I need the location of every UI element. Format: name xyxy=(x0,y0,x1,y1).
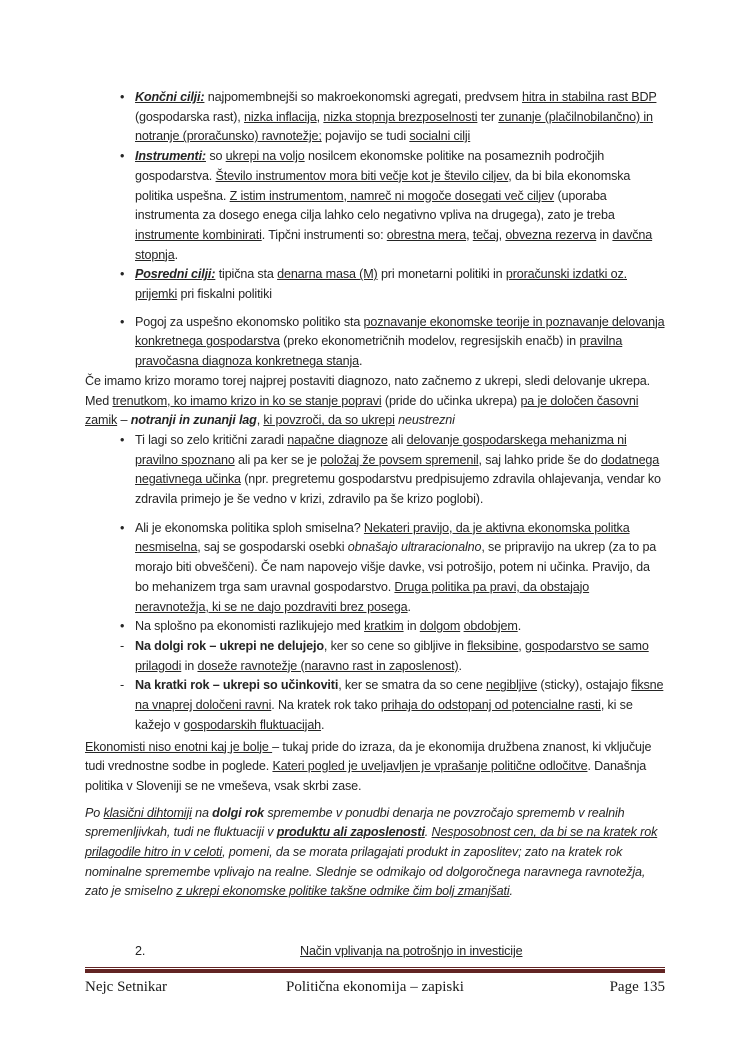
text-run: Druga politika pa pravi, da obstajajo neravnotežja, ki se ne dajo pozdraviti brez posega xyxy=(135,579,590,614)
text-run: ali xyxy=(387,432,407,447)
footer-page-number: Page 135 xyxy=(609,979,665,995)
section-heading xyxy=(85,942,666,962)
text-run: , da bi bila ekonomska politika uspešna. xyxy=(135,168,631,203)
text-run: klasični dihtomiji xyxy=(103,805,192,820)
text-run: nizka inflacija xyxy=(244,109,317,124)
text-run: prihaja do odstopanj od potencialne rasti xyxy=(380,698,601,713)
text-run: doseže ravnotežje (naravno rast in zaposlenost) xyxy=(197,658,459,673)
text-run: . Na kratek rok tako xyxy=(271,698,381,713)
list-item-text xyxy=(135,313,666,372)
list-item-text xyxy=(135,676,666,735)
bullet-item xyxy=(85,617,666,637)
text-run: davčna stopnja xyxy=(135,227,653,262)
bullet-item xyxy=(85,147,666,265)
bullet-marker: • xyxy=(120,267,125,282)
text-run: Z istim instrumentom, namreč ni mogoče dosegati več ciljev xyxy=(229,188,555,203)
text-run: socialni cilji xyxy=(409,129,471,144)
text-run: hitra in stabilna rast BDP xyxy=(521,90,657,104)
text-run: ukrepi na voljo xyxy=(225,149,305,164)
text-run: in xyxy=(596,227,613,242)
text-run: in xyxy=(403,619,420,634)
paragraph xyxy=(85,372,666,431)
text-run: in xyxy=(181,658,198,673)
text-run: Na kratki rok – ukrepi so učinkoviti xyxy=(135,678,339,693)
text-run: (sticky), ostajajo xyxy=(537,678,632,693)
text-run: instrumente kombinirati xyxy=(135,227,262,242)
footer-document-title: Politična ekonomija – zapiski xyxy=(286,979,464,995)
text-run: produktu ali zaposlenosti xyxy=(276,825,425,840)
text-run: nizka stopnja brezposelnosti xyxy=(323,109,478,124)
text-run: Po xyxy=(85,805,104,820)
text-run: dolgi rok xyxy=(212,805,264,820)
text-run: najpomembnejši so makroekonomski agregati, predvsem xyxy=(204,90,522,104)
text-run: ter xyxy=(477,109,499,124)
document-content xyxy=(85,88,666,962)
text-run: negibljive xyxy=(486,678,538,693)
text-run: (pride do učinka ukrepa) xyxy=(381,393,521,408)
text-run: Kateri pogled je uveljavljen je vprašanje politične odločitve xyxy=(272,759,588,774)
text-run: . xyxy=(424,825,432,840)
text-run: Nesposobnost cen, da bi se na kratek rok prilagodile hitro in v celoti xyxy=(85,825,658,860)
text-run: Če imamo krizo moramo torej najprej postaviti diagnozo, nato začnemo z ukrepi, sledi delovanje ukrepa. Med xyxy=(85,373,651,408)
list-item-text xyxy=(135,637,666,676)
dash-item xyxy=(85,637,666,676)
text-run: , ki se kažejo v xyxy=(135,698,633,732)
text-run: dodatnega negativnega učinka xyxy=(135,452,660,487)
text-run: spremembe v ponudbi denarja ne povzročajo sprememb v realnih spremenljivkah, tudi ne fluktuaciji v xyxy=(85,805,625,840)
text-run: (preko ekonometričnih modelov, regresijskih enačb) in xyxy=(279,334,580,349)
bullet-item xyxy=(85,519,666,618)
footer-rule-thick xyxy=(85,969,665,973)
dash-marker: - xyxy=(120,678,125,693)
bullet-item xyxy=(85,313,666,372)
text-run: , xyxy=(256,413,264,428)
bullet-marker: • xyxy=(120,314,125,329)
text-run: notranji in zunanji lag xyxy=(130,413,257,428)
text-run: Na dolgi rok – ukrepi ne delujejo xyxy=(135,638,324,653)
text-run: nosilcem ekonomske politike na posameznih področjih gospodarstva. xyxy=(135,149,605,183)
text-run: tečaj xyxy=(472,227,499,242)
paragraph xyxy=(85,738,666,797)
text-run: obnašajo ultraracionalno xyxy=(347,540,482,555)
text-run: proračunski izdatki oz. prijemki xyxy=(135,267,628,302)
text-run: . xyxy=(358,354,363,369)
text-run: Posredni cilji: xyxy=(135,267,216,282)
text-run: zunanje (plačilnobilančno) in notranje (proračunsko) ravnotežje; xyxy=(135,109,653,144)
text-run: kratkim xyxy=(364,619,404,634)
text-run: , saj lahko pride še do xyxy=(478,452,601,467)
bullet-marker: • xyxy=(120,90,125,104)
text-run: , pomeni, da se morata prilagajati produkt in zaposlitev; zato na kratek rok nominalne spremembe vplivajo na realne. Slednje se odmikajo od dolgoročnega naravnega ravnotežja, zato je smiselno xyxy=(85,845,646,899)
text-run: , xyxy=(498,227,506,242)
bullet-marker: • xyxy=(120,520,125,535)
text-run: pravilna pravočasna diagnoza konkretnega stanja xyxy=(135,334,623,369)
text-run: – xyxy=(117,413,131,428)
bullet-marker: • xyxy=(120,432,125,447)
paragraph xyxy=(85,804,666,903)
text-run: . xyxy=(458,658,462,673)
page-footer xyxy=(85,967,665,997)
text-run: Končni cilji: xyxy=(135,90,205,104)
text-run: (uporaba instrumenta za dosego enega cilja lahko celo negativno vpliva na drugega), zato je treba xyxy=(135,188,615,223)
text-run: Pogoj za uspešno ekonomsko politiko sta xyxy=(135,314,364,329)
text-run: . Današnja politika v Sloveniji se ne vmeševa, vsak skrbi zase. xyxy=(85,759,647,793)
list-item-text xyxy=(135,519,666,618)
text-run: Ekonomisti niso enotni kaj je bolje xyxy=(85,739,273,754)
text-run: obrestna mera xyxy=(386,227,467,242)
bullet-marker: • xyxy=(120,619,125,634)
text-run: pri monetarni politiki in xyxy=(377,267,506,282)
text-run: , xyxy=(518,638,525,653)
text-run: napačne diagnoze xyxy=(287,432,388,447)
heading-number: 2. xyxy=(135,944,146,959)
text-run: pri fiskalni politiki xyxy=(177,287,272,302)
text-run: denarna masa (M) xyxy=(277,267,378,282)
blocks-host xyxy=(85,88,666,902)
text-run: Na splošno pa ekonomisti razlikujejo med xyxy=(135,619,365,634)
text-run: . xyxy=(321,717,325,732)
text-run: fiksne na vnaprej določeni ravni xyxy=(135,678,664,713)
heading-title: Način vplivanja na potrošnjo in investicije xyxy=(300,944,523,959)
text-run: Nekateri pravijo, da je aktivna ekonomska politka nesmiselna xyxy=(135,520,630,555)
text-run: na xyxy=(191,805,213,820)
text-run: , xyxy=(316,109,324,124)
text-run: , ker se smatra da so cene xyxy=(338,678,487,693)
text-run: pa je določen časovni zamik xyxy=(85,393,639,428)
text-run: . Tipčni instrumenti so: xyxy=(261,227,387,242)
list-item-text xyxy=(135,617,666,637)
text-run: – tukaj pride do izraza, da je ekonomija družbena znanost, ki vključuje tudi vrednostne sodbe in poglede. xyxy=(85,739,652,774)
text-run: pojavijo se tudi xyxy=(321,129,410,144)
text-run: . xyxy=(509,884,513,899)
text-run: obdobjem xyxy=(463,619,518,634)
text-run: Ti lagi so zelo kritični zaradi xyxy=(135,432,288,447)
list-item-text xyxy=(135,265,666,304)
text-run: poznavanje ekonomske teorije in poznavanje delovanja konkretnega gospodarstva xyxy=(135,314,665,349)
text-run: Število instrumentov mora biti večje kot je število ciljev xyxy=(215,168,509,183)
text-run: delovanje gospodarskega mehanizma ni pravilno spoznano xyxy=(135,432,627,467)
list-item-text xyxy=(135,431,666,510)
text-run: položaj že povsem spremenil xyxy=(320,452,479,467)
text-run: (npr. pregretemu gospodarstvu predpisujemo zdravila ohlajevanja, vendar ko zdravila primejo je še vedno v krizi, zdravilo pa še krizo poglobi). xyxy=(135,472,661,507)
bullet-item xyxy=(85,88,666,147)
dash-item xyxy=(85,676,666,735)
text-run: . xyxy=(174,247,178,262)
text-run: , saj se gospodarski osebki xyxy=(197,540,348,555)
text-run: . xyxy=(407,599,411,614)
list-item-text xyxy=(135,147,666,265)
text-run: , xyxy=(466,227,473,242)
text-run: so xyxy=(205,149,226,164)
text-run: trenutkom, ko imamo krizo in ko se stanje popravi xyxy=(112,393,382,408)
text-run: Instrumenti: xyxy=(135,149,206,164)
text-run: ali pa ker se je xyxy=(234,452,321,467)
text-run: z ukrepi ekonomske politike takšne odmike čim bolj zmanjšati xyxy=(176,884,510,899)
text-run: , se pripravijo na ukrep (za to pa morajo biti obveščeni). Če nam napovejo višje davke, vsi potrošijo, potem ni učinka. Pravijo, da bo mehanizem trga sam uravnal gospodarstvo. xyxy=(135,540,657,594)
bullet-marker: • xyxy=(120,149,125,164)
dash-marker: - xyxy=(120,638,125,653)
footer-row xyxy=(85,977,665,997)
footer-author: Nejc Setnikar xyxy=(85,979,168,995)
text-run: gospodarstvo se samo prilagodi xyxy=(135,638,649,673)
footer-rule-thin xyxy=(85,967,665,968)
bullet-item xyxy=(85,431,666,510)
text-run: fleksibine xyxy=(467,638,519,653)
text-run: obvezna rezerva xyxy=(505,227,597,242)
text-run: , ker so cene so gibljive in xyxy=(323,638,468,653)
text-run: gospodarskih fluktuacijah xyxy=(183,717,322,732)
text-run: Ali je ekonomska politika sploh smiselna? xyxy=(135,520,364,535)
bullet-item xyxy=(85,265,666,304)
text-run: neustrezni xyxy=(398,413,455,428)
text-run: ki povzroči, da so ukrepi xyxy=(263,413,395,428)
text-run: . xyxy=(517,619,522,634)
text-run: tipična sta xyxy=(215,267,278,282)
list-item-text xyxy=(135,88,666,147)
text-run: dolgom xyxy=(419,619,461,634)
text-run: (gospodarska rast), xyxy=(135,109,244,124)
